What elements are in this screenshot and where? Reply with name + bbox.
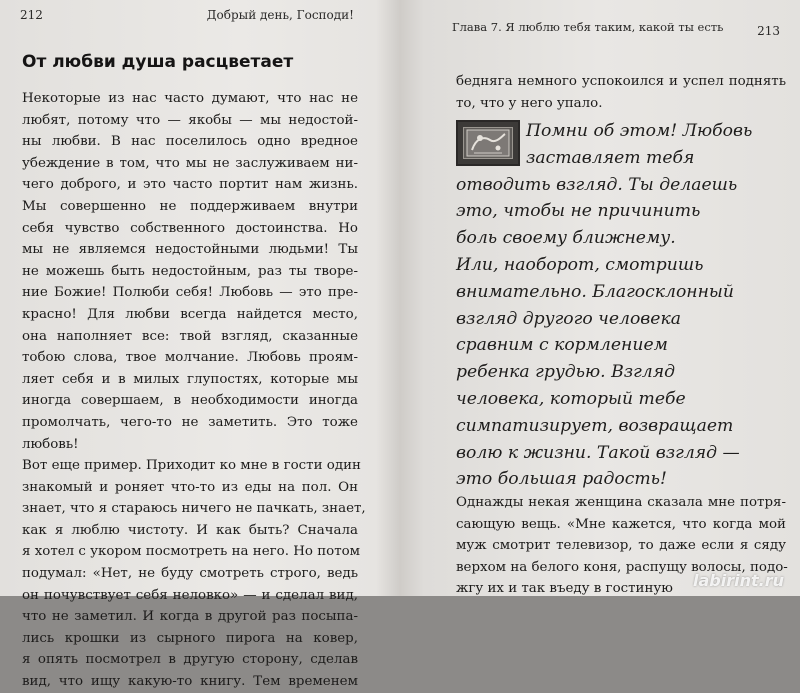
quote-line: волю к жизни. Такой взгляд — bbox=[456, 442, 740, 463]
text-line: бедняга немного успокоился и успел поднять bbox=[456, 74, 786, 89]
text-line: любовь! bbox=[22, 436, 79, 452]
right-page bbox=[408, 0, 800, 596]
text-line: ляет себя и в милых глупостях, которые мы bbox=[22, 371, 358, 387]
text-line: я опять посмотрел в другую сторону, сделав bbox=[22, 652, 358, 668]
section-heading: От любви душа расцветает bbox=[22, 52, 294, 72]
quote-line: сравним с кормлением bbox=[456, 335, 668, 356]
text-line: он почувствует себя неловко» — и сделал вид, bbox=[22, 587, 358, 603]
quote-line: Или, наоборот, смотришь bbox=[456, 254, 704, 275]
text-line: муж смотрит телевизор, то даже если я сяду bbox=[456, 538, 786, 554]
text-line: промолчать, чего-то не заметить. Это тоже bbox=[22, 414, 358, 430]
text-line: сающую вещь. «Мне кажется, что когда мой bbox=[456, 516, 786, 532]
quote-line: Помни об этом! Любовь bbox=[526, 121, 753, 141]
text-line: красно! Для любви всегда найдется место, bbox=[22, 306, 358, 322]
text-line: как я люблю чистоту. И как быть? Сначала bbox=[22, 522, 358, 538]
text-line: лись крошки из сырного пирога на ковер, bbox=[22, 630, 358, 646]
text-line: мы не являемся недостойными людьми! Ты bbox=[22, 242, 358, 258]
text-line: тобою слова, твое молчание. Любовь проям- bbox=[22, 350, 358, 366]
text-line: я хотел с укором посмотреть на него. Но потом bbox=[22, 544, 361, 560]
right-running-title: Глава 7. Я люблю тебя таким, какой ты есть bbox=[452, 20, 724, 34]
text-line: ны любви. В нас поселилось одно вредное bbox=[22, 134, 358, 150]
left-body-text bbox=[22, 88, 366, 693]
text-line: что не заметил. И когда в другой раз посыпа- bbox=[22, 609, 358, 625]
watermark: labirint.ru bbox=[693, 571, 784, 590]
right-page-number: 213 bbox=[757, 24, 780, 38]
text-line: ние Божие! Полюби себя! Любовь — это пре- bbox=[22, 285, 358, 301]
text-line: любят, потому что — якобы — мы недостой- bbox=[22, 112, 358, 128]
text-line: себя чувство собственного достоинства. Но bbox=[22, 220, 358, 236]
text-line: Вот еще пример. Приходит ко мне в гости один bbox=[22, 458, 361, 474]
text-line: чего доброго, и это часто портит нам жизнь. bbox=[22, 177, 358, 193]
quote-line: заставляет тебя bbox=[526, 147, 695, 168]
text-line: вид, что ищу какую-то книгу. Тем временем bbox=[22, 674, 358, 690]
text-line: Некоторые из нас часто думают, что нас не bbox=[22, 91, 358, 106]
left-page-number: 212 bbox=[20, 8, 43, 22]
quote-line: взгляд другого человека bbox=[456, 308, 681, 329]
text-line: она наполняет все: твой взгляд, сказанные bbox=[22, 328, 358, 344]
text-line: убеждение в том, что мы не заслуживаем ни- bbox=[22, 155, 358, 171]
highlighted-quote bbox=[456, 118, 776, 493]
quote-line: отводить взгляд. Ты делаешь bbox=[456, 174, 738, 195]
text-line: жгу их и так въеду в гостиную bbox=[456, 581, 673, 597]
quote-line: симпатизирует, возвращает bbox=[456, 415, 734, 436]
text-line: верхом на белого коня, распущу волосы, подо- bbox=[456, 559, 788, 575]
quote-line: человека, который тебе bbox=[456, 388, 686, 409]
left-page bbox=[0, 0, 392, 690]
text-line: знакомый и роняет что-то из еды на пол. Он bbox=[22, 479, 358, 495]
left-running-title: Добрый день, Господи! bbox=[206, 8, 354, 22]
quote-line: это большая радость! bbox=[456, 469, 667, 490]
quote-line: ребенка грудью. Взгляд bbox=[456, 362, 676, 383]
text-line: знает, что я стараюсь ничего не пачкать, знает, bbox=[22, 501, 366, 517]
text-line: подумал: «Нет, не буду смотреть строго, ведь bbox=[22, 566, 358, 582]
text-line: Мы совершенно не поддерживаем внутри bbox=[22, 198, 358, 214]
quote-line: боль своему ближнему. bbox=[456, 228, 676, 249]
quote-line: внимательно. Благосклонный bbox=[456, 281, 735, 302]
text-line: Однажды некая женщина сказала мне потря- bbox=[456, 495, 786, 510]
text-line: то, что у него упало. bbox=[456, 95, 603, 111]
quote-line: это, чтобы не причинить bbox=[456, 201, 701, 222]
text-line: иногда совершаем, в необходимости иногда bbox=[22, 393, 358, 409]
right-top-text bbox=[456, 71, 786, 114]
text-line: не можешь быть недостойным, раз ты творе- bbox=[22, 263, 358, 279]
